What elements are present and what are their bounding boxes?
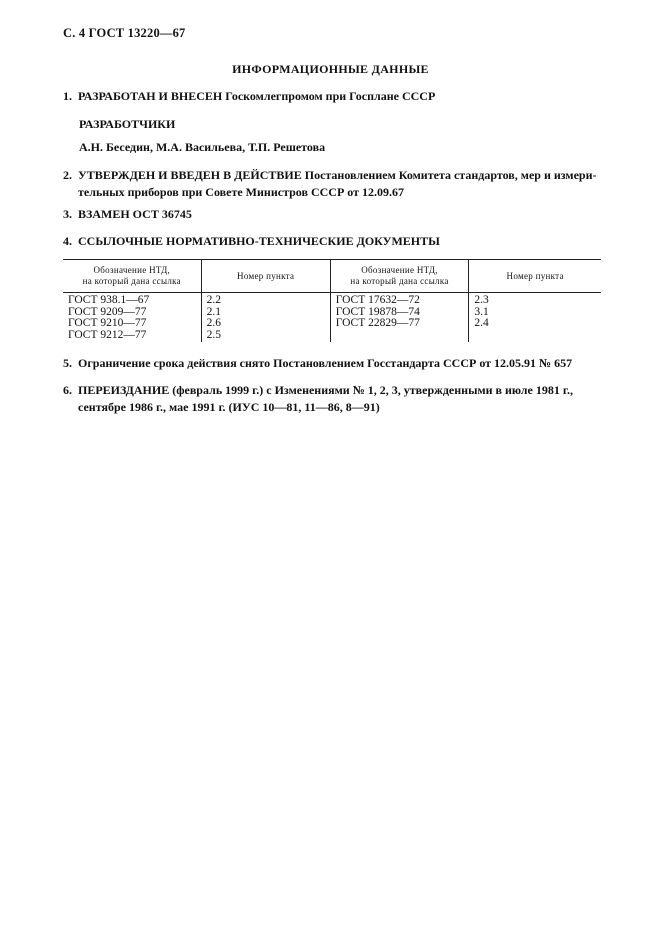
- table-cell: ГОСТ 9210—77: [68, 317, 147, 329]
- item-4-number: 4.: [63, 234, 72, 248]
- item-1-heading: РАЗРАБОТАН И ВНЕСЕН: [78, 89, 223, 103]
- right-points-cell: [469, 293, 601, 343]
- table-cell: 2.1: [206, 305, 221, 318]
- table-row: [63, 293, 601, 343]
- table-cell: 2.3: [474, 294, 489, 306]
- item-6-number: 6.: [63, 383, 72, 397]
- references-table: [63, 259, 601, 342]
- table-cell: ГОСТ 17632—72: [335, 294, 420, 306]
- header-ntd-designation-left: Обозначение НТД, на который дана ссылка: [63, 260, 201, 293]
- item-1-number: 1.: [63, 89, 72, 103]
- table-cell: 2.4: [474, 317, 489, 329]
- table-cell: ГОСТ 19878—74: [335, 305, 420, 318]
- developers-names: А.Н. Беседин, М.А. Васильева, Т.П. Решетова: [79, 140, 326, 154]
- table-cell: 2.2: [206, 294, 221, 306]
- left-points-cell: [201, 293, 330, 343]
- table-cell: ГОСТ 9209—77: [68, 305, 147, 318]
- table-cell: 2.5: [206, 328, 221, 341]
- header-ntd-designation-right: Обозначение НТД, на который дана ссылка: [330, 260, 469, 293]
- left-docs-cell: [63, 293, 201, 343]
- item-2: [63, 167, 599, 201]
- item-4-heading: ССЫЛОЧНЫЕ НОРМАТИВНО-ТЕХНИЧЕСКИЕ ДОКУМЕНТЫ: [78, 234, 440, 248]
- item-2-text-line1: Постановлением Комитета стандартов, мер и измери-: [301, 168, 597, 182]
- item-4: [63, 233, 599, 250]
- table-cell: 2.6: [206, 317, 221, 329]
- section-title: ИНФОРМАЦИОННЫЕ ДАННЫЕ: [232, 62, 429, 76]
- page-header: С. 4 ГОСТ 13220—67: [63, 26, 186, 40]
- item-6-heading: ПЕРЕИЗДАНИЕ: [78, 383, 170, 397]
- table-cell: ГОСТ 938.1—67: [68, 294, 150, 306]
- item-6-text-line1: (февраль 1999 г.) с Изменениями № 1, 2, 3, утвержденными в июле 1981 г.,: [169, 383, 573, 397]
- item-3: [63, 206, 599, 223]
- table-cell: ГОСТ 9212—77: [68, 328, 147, 341]
- table-cell: 3.1: [474, 305, 489, 318]
- table-cell: ГОСТ 22829—77: [335, 317, 420, 329]
- header-item-number-right: Номер пункта: [469, 260, 601, 293]
- item-5: [63, 355, 599, 372]
- item-5-number: 5.: [63, 356, 72, 370]
- item-6: [63, 382, 599, 416]
- item-3-heading: ВЗАМЕН ОСТ 36745: [78, 207, 192, 221]
- table-header-row: [63, 260, 601, 293]
- item-5-text: Ограничение срока действия снято Постановлением Госстандарта СССР от 12.05.91 № 657: [78, 356, 573, 370]
- item-1: [63, 88, 599, 105]
- developers-label: РАЗРАБОТЧИКИ: [79, 117, 176, 131]
- header-item-number-left: Номер пункта: [201, 260, 330, 293]
- item-2-number: 2.: [63, 168, 72, 182]
- item-6-text-line2: сентябре 1986 г., мае 1991 г. (ИУС 10—81, 11—86, 8—91): [78, 400, 380, 414]
- item-3-number: 3.: [63, 207, 72, 221]
- right-docs-cell: [330, 293, 469, 343]
- item-2-heading: УТВЕРЖДЕН И ВВЕДЕН В ДЕЙСТВИЕ: [78, 168, 302, 182]
- item-1-text: Госкомлегпромом при Госплане СССР: [222, 89, 436, 103]
- item-2-text-line2: тельных приборов при Совете Министров СССР от 12.09.67: [78, 185, 405, 199]
